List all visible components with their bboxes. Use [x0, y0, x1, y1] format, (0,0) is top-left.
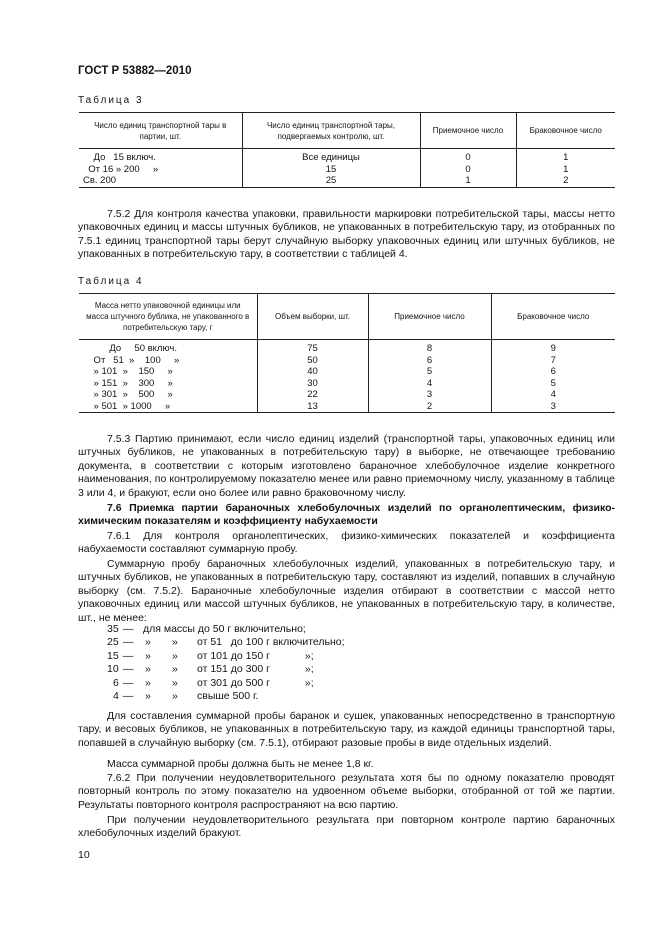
list-item-count: 25	[107, 636, 119, 649]
table4-header-cell: Объем выборки, шт.	[257, 294, 368, 340]
list-item	[107, 650, 407, 663]
table-cell: 8	[368, 340, 491, 355]
table4-caption: Таблица 4	[78, 276, 144, 287]
list-item-text: свыше 500 г.	[197, 689, 259, 702]
list-item-ditto: »	[172, 676, 178, 689]
table4-header-row	[79, 294, 615, 340]
list-item-text: от 301 до 500 г »;	[197, 676, 314, 689]
table-row	[79, 164, 615, 176]
list-item-count: 4	[113, 689, 119, 702]
list-item	[107, 623, 407, 636]
list-item-ditto: »	[145, 663, 151, 676]
list-item-ditto: »	[172, 689, 178, 702]
table-cell: 30	[257, 378, 368, 390]
mass-list	[107, 623, 407, 703]
list-item-dash: —	[120, 636, 137, 649]
table-cell: 4	[491, 389, 615, 401]
list-item-dash: —	[120, 689, 137, 702]
table-cell: 2	[368, 401, 491, 413]
paragraph-7-6-1: 7.6.1 Для контроля органолептических, физико-химических показателей и коэффициента набухаемости составляют суммарную пробу.	[78, 530, 615, 556]
table3-header-cell: Число единиц транспортной тары, подвергаемых контролю, шт.	[242, 113, 420, 149]
list-item-text: от 101 до 150 г »;	[197, 649, 314, 662]
table-row	[79, 389, 615, 401]
table-cell: 3	[491, 401, 615, 413]
list-item-ditto: »	[172, 636, 178, 649]
paragraph-7-6-2: 7.6.2 При получении неудовлетворительного результата хотя бы по одному показателю проводят повторный контроль по этому показателю на удвоенном объеме выборки, отобранной от той же партии. Результаты повторного контроля распространяют на всю партию.	[78, 772, 615, 811]
list-item-ditto: »	[145, 649, 151, 662]
table3-caption: Таблица 3	[78, 95, 144, 106]
table4	[79, 293, 615, 413]
table-cell: 22	[257, 389, 368, 401]
table-cell: От 51 » 100 »	[83, 354, 180, 366]
table-cell: 15	[242, 164, 420, 176]
table-cell: От 16 » 200 »	[83, 163, 159, 175]
list-item	[107, 636, 407, 649]
table-cell: Св. 200	[79, 175, 242, 187]
list-item-count: 10	[107, 663, 119, 676]
table-cell: 3	[368, 389, 491, 401]
table4-header-cell: Масса нетто упаковочной единицы или масса штучного бублика, не упакованного в потребительскую тару, г	[79, 294, 257, 340]
table-row	[79, 149, 615, 164]
table-row	[79, 340, 615, 355]
paragraph-7-5-3: 7.5.3 Партию принимают, если число единиц изделий (транспортной тары, упаковочных единиц или штучных бубликов, не упакованных в потребительскую тару) в выборке, не отвечающее требованию документа, в соответствии с которым изготовлено бараночное хлебобулочное изделие конкретного наименования, по контролируемому показателю менее или равно приемочному числу, указанному в таблице 3 или 4, и бракуют, если оно более или равно браковочному числу.	[78, 433, 615, 499]
table-cell: 0	[420, 149, 516, 164]
table-cell: До 50 включ.	[83, 343, 177, 354]
page-number: 10	[78, 849, 90, 861]
table-cell: Все единицы	[242, 149, 420, 164]
table-cell: 13	[257, 401, 368, 413]
table-cell: До 15 включ.	[83, 152, 156, 163]
table3	[79, 112, 615, 188]
table-row	[79, 355, 615, 367]
table4-header-cell: Приемочное число	[368, 294, 491, 340]
table3-header-cell: Приемочное число	[420, 113, 516, 149]
table-cell: 1	[516, 164, 615, 176]
list-item-dash: —	[120, 623, 137, 635]
table3-header-row	[79, 113, 615, 149]
paragraph-sample-mass: Масса суммарной пробы должна быть не менее 1,8 кг.	[107, 758, 374, 770]
table-row	[79, 378, 615, 390]
table-cell: » 501 » 1000 »	[79, 401, 257, 413]
table-cell: 6	[368, 355, 491, 367]
table-row	[79, 401, 615, 413]
paragraph-sample-composition: Суммарную пробу бараночных хлебобулочных изделий, упакованных в потребительскую тару, и штучных бубликов, не упакованных в потребительскую тару, составляют из изделий, попавших в случайную выборку (см. 7.5.2). Бараночные хлебобулочные изделия отбирают в соответствии с массой нетто упаковочных единиц или массой штучных бубликов, не упакованных в потребительскую тару, в количестве, шт., не менее:	[78, 558, 615, 624]
table3-header-cell: Число единиц транспортной тары в партии, шт.	[79, 113, 242, 149]
table-cell: » 151 » 300 »	[83, 377, 173, 389]
list-item	[107, 663, 407, 676]
list-item-count: 6	[113, 676, 119, 689]
table-cell: 40	[257, 366, 368, 378]
table-row	[79, 175, 615, 187]
table-cell: 2	[516, 175, 615, 187]
list-item-dash: —	[120, 649, 137, 662]
table-cell: 5	[491, 378, 615, 390]
list-item-dash: —	[120, 663, 137, 676]
table-cell: 1	[420, 175, 516, 187]
list-item-count: 15	[107, 649, 119, 662]
list-item-ditto: »	[172, 649, 178, 662]
table4-header-cell: Браковочное число	[491, 294, 615, 340]
table-cell: » 301 » 500 »	[83, 389, 173, 400]
list-item-text: от 51 до 100 г включительно;	[197, 636, 345, 649]
table-cell: 25	[242, 175, 420, 187]
paragraph-final: При получении неудовлетворительного результата при повторном контроле партию бараночных хлебобулочных изделий бракуют.	[78, 814, 615, 840]
table-cell: » 101 » 150 »	[83, 366, 173, 377]
list-item	[107, 677, 407, 690]
table3-header-cell: Браковочное число	[516, 113, 615, 149]
table-cell: 4	[368, 378, 491, 390]
list-item-count: 35	[107, 623, 119, 635]
table-cell: 5	[368, 366, 491, 378]
table-cell: 6	[491, 366, 615, 378]
list-item	[107, 690, 407, 703]
list-item-text: для массы до 50 г включительно;	[143, 623, 306, 635]
table-row	[79, 366, 615, 378]
table-cell: 9	[491, 340, 615, 355]
list-item-text: от 151 до 300 г »;	[197, 663, 314, 676]
list-item-ditto: »	[145, 636, 151, 649]
table-cell: 7	[491, 355, 615, 367]
paragraph-bagel-sampling: Для составления суммарной пробы баранок и сушек, упакованных непосредственно в транспортную тару, и весовых бубликов, не упакованных в потребительскую тару, из каждой единицы транспортной тары, попавшей в случайную выборку (см. 7.5.1), отбирают разовые пробы в виде отдельных изделий.	[78, 710, 615, 749]
table-cell: 1	[516, 149, 615, 164]
list-item-dash: —	[120, 676, 137, 689]
list-item-ditto: »	[172, 663, 178, 676]
list-item-ditto: »	[145, 676, 151, 689]
table-cell: 75	[257, 340, 368, 355]
paragraph-7-5-2: 7.5.2 Для контроля качества упаковки, правильности маркировки потребительской тары, массы нетто упаковочных единиц и массы штучных бубликов, не упакованных в потребительскую тару, из отобранных по 7.5.1 единиц транспортной тары берут случайную выборку упаковочных единиц или штучных бубликов, не упакованных в потребительскую тару, в соответствии с таблицей 4.	[78, 208, 615, 261]
page-header: ГОСТ Р 53882—2010	[78, 65, 192, 77]
table-cell: 0	[420, 164, 516, 176]
list-item-ditto: »	[145, 689, 151, 702]
section-heading-7-6: 7.6 Приемка партии бараночных хлебобулочных изделий по органолептическим, физико-химическим показателям и коэффициенту набухаемости	[78, 502, 615, 528]
table-cell: 50	[257, 355, 368, 367]
